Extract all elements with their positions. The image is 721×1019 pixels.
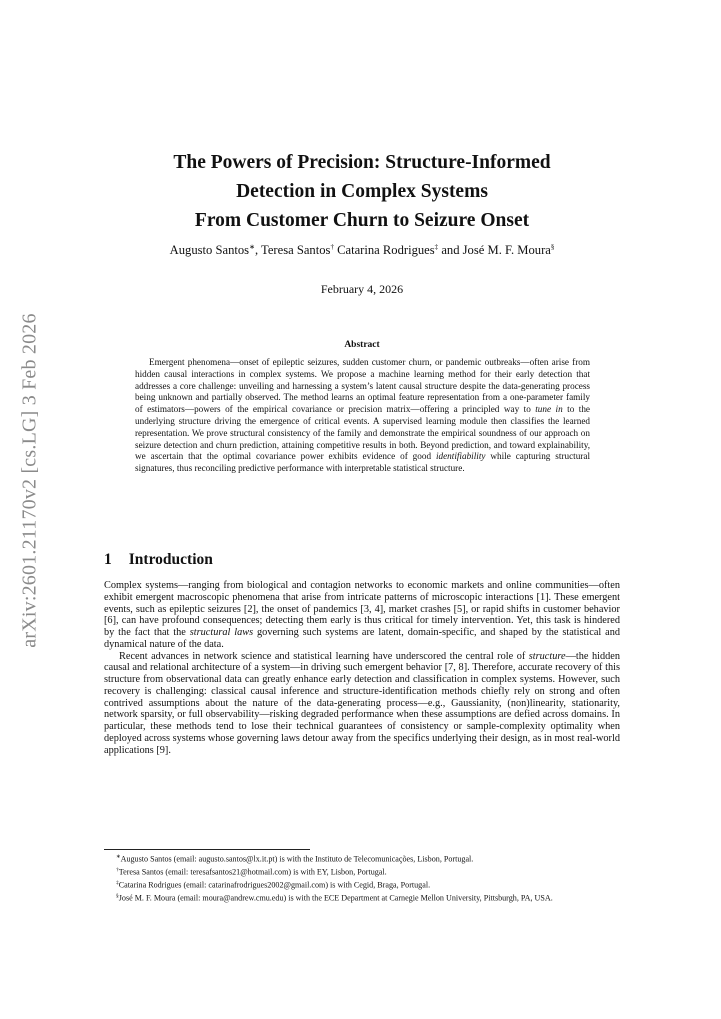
section-heading — [104, 551, 620, 569]
footnote-rule — [104, 849, 310, 850]
abstract-text: Emergent phenomena—onset of epileptic seizures, sudden customer churn, or pandemic outbreaks—often arise from hidden causal interactions in complex systems. We propose a machine learning method for their early detection that addresses a core challenge: unveiling and harnessing a system’s latent causal structure despite the data-generating process being unknown and partially observed. The method learns an optimal feature representation from a one-parameter family of estimators—powers of the empirical covariance or precision matrix—offering a principled way to — [135, 357, 590, 415]
author-mark: ‡ — [434, 243, 439, 251]
footnote-text: Augusto Santos (email: augusto.santos@lx.it.pt) is with the Instituto de Telecomunicações, Lisbon, Portugal. — [120, 854, 474, 864]
author-mark: ∗ — [249, 243, 255, 251]
abstract-text: to the underlying structure driving the emergence of critical events. A supervised learning module then classifies the learned representation. We prove structural consistency of the family and demonstrate the empirical soundness of our approach on seizure detection and churn prediction, attaining competitive results in both. Beyond prediction, and toward explainability, we ascertain that the optimal covariance power exhibits evidence of good — [135, 404, 590, 462]
intro-text: governing such systems are latent, domain-specific, and shaped by the statistical and dynamical nature of the data. — [104, 627, 620, 650]
footnote-mark: § — [116, 892, 119, 899]
abstract-body — [135, 357, 590, 475]
title-line-2: Detection in Complex Systems — [236, 181, 488, 202]
intro-text: Recent advances in network science and statistical learning have underscored the central role of — [119, 650, 529, 662]
section-number: 1 — [104, 551, 112, 568]
footnote — [104, 878, 620, 891]
intro-paragraph-1 — [104, 580, 620, 651]
footnote-mark: ‡ — [116, 879, 119, 886]
abstract-emphasis: identifiability — [435, 451, 486, 462]
section-title: Introduction — [128, 551, 213, 568]
footnote-mark: † — [116, 866, 119, 873]
footnotes — [104, 852, 620, 904]
author-name: Teresa Santos — [261, 243, 331, 258]
footnote-text: Teresa Santos (email: teresafsantos21@hotmail.com) is with EY, Lisbon, Portugal. — [118, 867, 387, 877]
author-mark: § — [550, 243, 555, 251]
author-list — [104, 243, 620, 258]
intro-text: —the hidden causal and relational architecture of a system—in driving such emergent behavior [7, 8]. Therefore, accurate recovery of this structure from observational data can greatly enhance early detection and classification in complex systems. However, such recovery is challenging: classical causal inference and structure-identification methods chiefly rely on strong and often contrived assumptions about the nature of the data-generating process—e.g., Gaussianity, (non)linearity, stationarity, network sparsity, or full observability—risking degraded performance when these assumptions are defied across domains. In particular, these methods tend to lose their technical guarantees of consistency or sample-complexity optimality when deployed across systems whose governing laws detour away from the specifics underlying their design, as in most real-world applications [9]. — [104, 650, 620, 756]
abstract-text: while capturing structural signatures, thus reconciling predictive performance with interpretable statistical structure. — [135, 451, 591, 474]
arxiv-stamp-text: arXiv:2601.21170v2 [cs.LG] 3 Feb 2026 — [18, 312, 41, 648]
intro-emphasis: structure — [528, 650, 566, 662]
introduction-body — [104, 580, 620, 756]
footnote-text: José M. F. Moura (email: moura@andrew.cmu.edu) is with the ECE Department at Carnegie Mellon University, Pittsburgh, PA, USA. — [118, 893, 553, 903]
paper-title — [104, 148, 620, 235]
abstract-emphasis: tune in — [535, 404, 563, 415]
author-name: Catarina Rodrigues — [337, 243, 435, 258]
footnote — [104, 852, 620, 865]
footnote — [104, 865, 620, 878]
title-line-1: The Powers of Precision: Structure-Informed — [173, 152, 551, 173]
abstract-heading: Abstract — [344, 340, 380, 350]
paper-date: February 4, 2026 — [320, 282, 404, 296]
intro-paragraph-2 — [104, 651, 620, 757]
author-mark: † — [330, 243, 334, 251]
author-separator: and — [438, 243, 463, 258]
arxiv-stamp — [10, 300, 50, 660]
footnote-mark: ∗ — [116, 854, 121, 860]
intro-text: Complex systems—ranging from biological and contagion networks to economic markets and online communities—often exhibit emergent macroscopic phenomena that arise from intricate patterns of microscopic interactions [1]. These emergent events, such as epileptic seizures [2], the onset of pandemics [3, 4], market crashes [5], or rapid shifts in customer behavior [6], can have profound consequences; detecting them early is thus critical for timely intervention. Yet, this task is hindered by the fact that the — [104, 580, 620, 638]
author-name: Augusto Santos — [169, 243, 250, 258]
footnote — [104, 891, 620, 904]
footnote-text: Catarina Rodrigues (email: catarinafrodrigues2002@gmail.com) is with Cegid, Braga, Portugal. — [118, 880, 431, 890]
intro-emphasis: structural laws — [189, 627, 254, 638]
author-name: José M. F. Moura — [462, 243, 551, 258]
title-line-3: From Customer Churn to Seizure Onset — [194, 210, 530, 231]
author-separator: , — [254, 243, 262, 258]
